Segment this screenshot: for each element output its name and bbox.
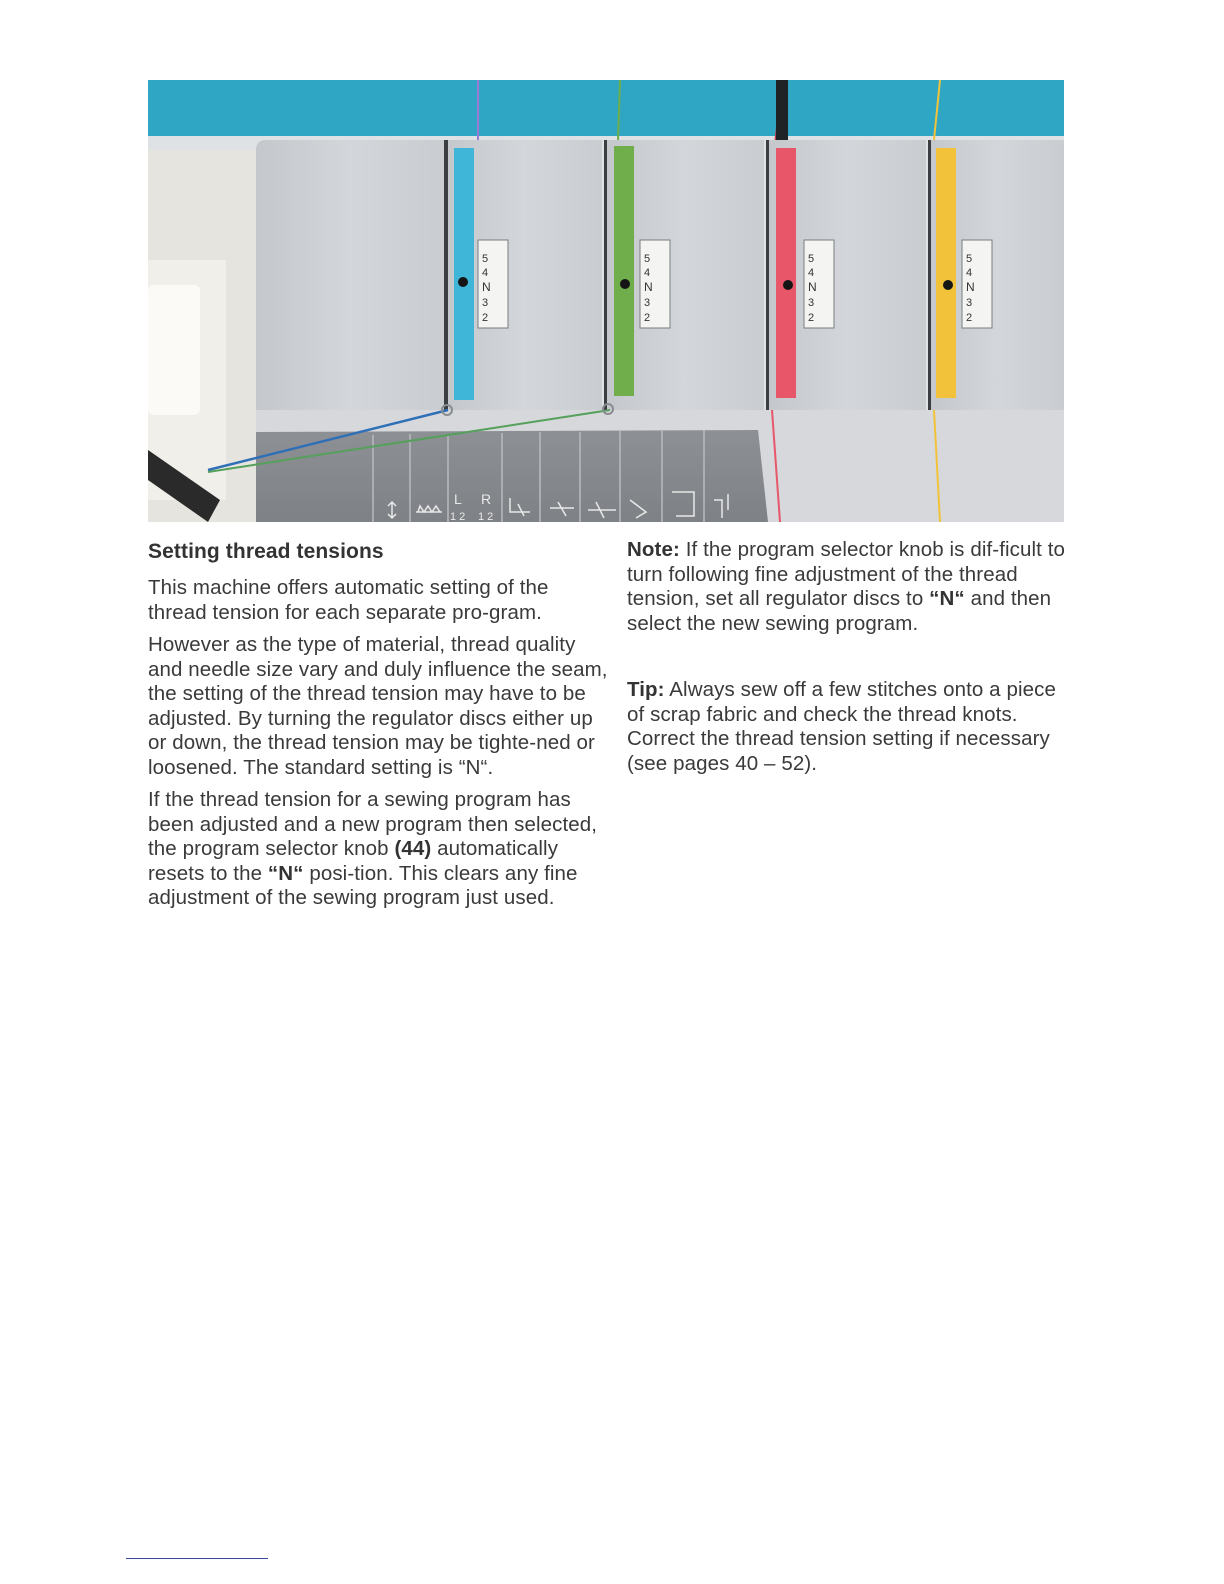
paragraph-3-text-b: automatically resets to the bbox=[148, 837, 559, 885]
panel-numbers-left: 1 2 bbox=[450, 511, 466, 522]
dial-label: 2 bbox=[966, 312, 973, 324]
section-heading: Setting thread tensions bbox=[148, 540, 384, 563]
dial-label: 2 bbox=[644, 312, 651, 324]
dial-label: 4 bbox=[808, 267, 815, 279]
note-paragraph bbox=[627, 538, 1079, 636]
panel-label-right: R bbox=[481, 491, 492, 507]
panel-label-left: L bbox=[454, 491, 462, 507]
dial-label: 3 bbox=[966, 297, 973, 309]
dial-label: 3 bbox=[808, 297, 815, 309]
dial-label: 5 bbox=[482, 253, 489, 265]
note-n-setting: “N“ bbox=[929, 587, 965, 610]
tension-cover bbox=[256, 140, 444, 410]
paragraph-2: However as the type of material, thread quality and needle size vary and duly influence the seam, the setting of the thread tension may have to be adjusted. By turning the regulator discs either up or down, the thread tension may be tighte-ned or loosened. The standard setting is “N“. bbox=[148, 633, 608, 779]
n-setting: “N“ bbox=[267, 861, 304, 885]
dial-label: N bbox=[482, 280, 491, 294]
dial-label: N bbox=[966, 280, 975, 294]
paragraph-3 bbox=[148, 788, 608, 911]
panel-numbers-right: 1 2 bbox=[478, 511, 494, 522]
dial-label: 4 bbox=[966, 267, 973, 279]
thread-tension-photo bbox=[148, 80, 1064, 522]
dial-label: 5 bbox=[644, 253, 651, 265]
left-column bbox=[148, 538, 608, 919]
note-text-a: If the program selector knob is dif-ficult to turn following fine adjustment of the thread tension, set all regulator discs to bbox=[627, 538, 1066, 610]
tip-text: Always sew off a few stitches onto a piece of scrap fabric and check the thread knots. Correct the thread tension setting if necessary (see pages 40 – 52). bbox=[627, 678, 1056, 775]
tension-dial bbox=[640, 240, 670, 328]
paragraph-3-text-a: If the thread tension for a sewing program has been adjusted and a new program then selected, the program selector knob bbox=[148, 788, 598, 860]
paragraph-1: This machine offers automatic setting of the thread tension for each separate pro-gram. bbox=[148, 576, 549, 624]
tip-paragraph bbox=[627, 678, 1079, 776]
dial-label: 4 bbox=[482, 267, 489, 279]
dial-label: 2 bbox=[482, 312, 489, 324]
tension-dial bbox=[962, 240, 992, 328]
right-column bbox=[627, 538, 1079, 784]
paragraph-3-text-c: posi-tion. This clears any fine adjustment of the sewing program just used. bbox=[148, 861, 578, 909]
footer-rule bbox=[126, 1558, 268, 1559]
tension-dial bbox=[478, 240, 508, 328]
dial-label: 4 bbox=[644, 267, 651, 279]
dial-label: 2 bbox=[808, 312, 815, 324]
tension-dial bbox=[804, 240, 834, 328]
reference-number: (44) bbox=[394, 837, 432, 860]
dial-label: 5 bbox=[966, 253, 973, 265]
dial-label: N bbox=[808, 280, 817, 294]
dial-label: 3 bbox=[644, 297, 651, 309]
note-label: Note: bbox=[627, 538, 680, 561]
dial-label: 5 bbox=[808, 253, 815, 265]
dial-label: 3 bbox=[482, 297, 489, 309]
dial-label: N bbox=[644, 280, 653, 294]
tip-label: Tip: bbox=[627, 678, 665, 701]
note-text-b: and then select the new sewing program. bbox=[627, 587, 1052, 635]
